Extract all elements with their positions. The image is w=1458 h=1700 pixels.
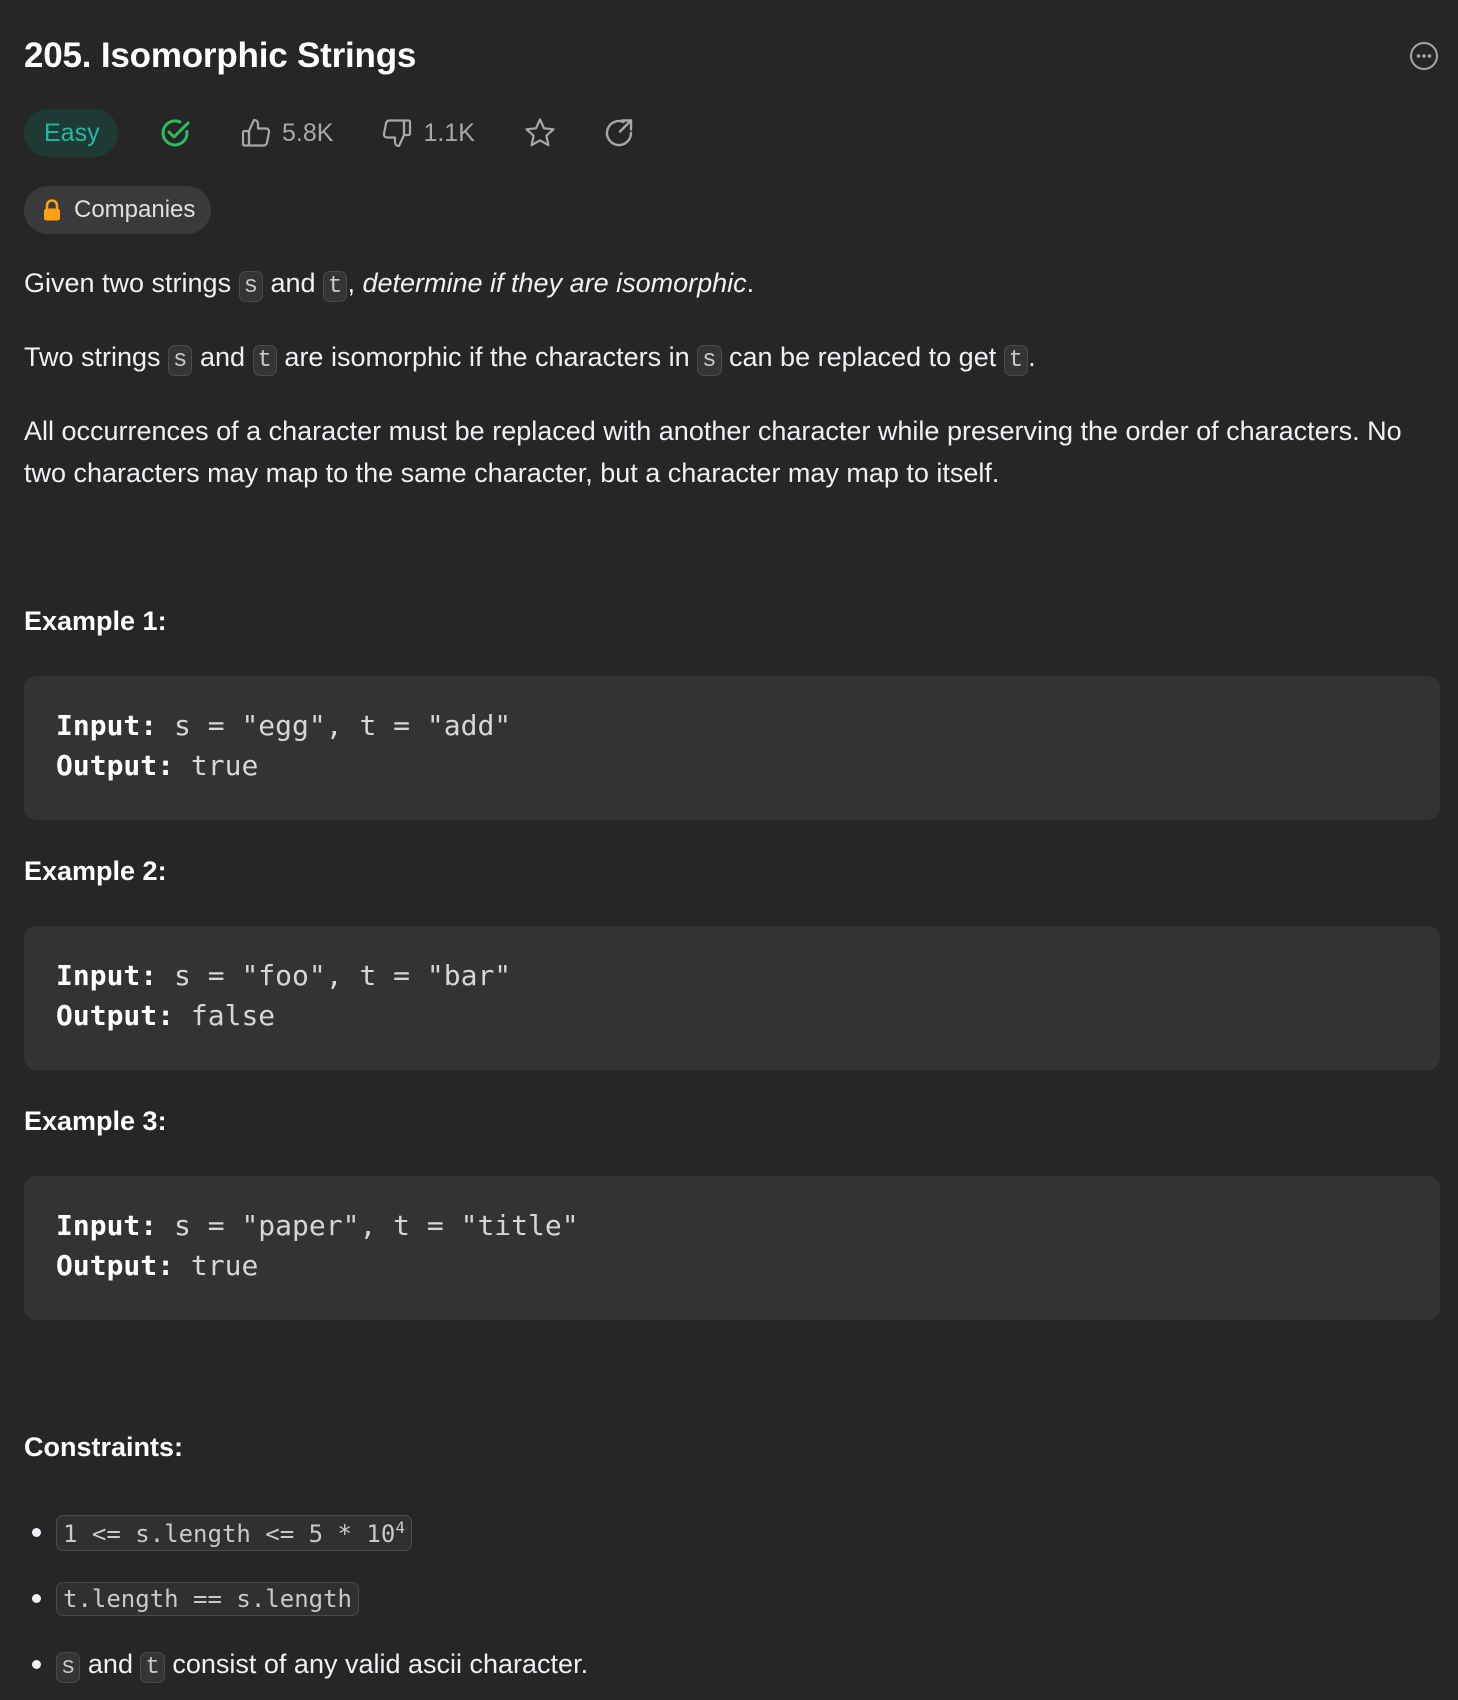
- statement-paragraph-3: All occurrences of a character must be replaced with another character while preserving the order of characters. No two characters may map to the same character, but a character may map to itself.: [24, 416, 1402, 488]
- example-output-line: [56, 1246, 1408, 1286]
- constraint-code-text: 1 <= s.length <= 5 * 10: [63, 1520, 396, 1548]
- solved-indicator[interactable]: [158, 116, 192, 150]
- more-options-button[interactable]: [1408, 40, 1440, 72]
- input-value: s = "foo", t = "bar": [157, 959, 512, 992]
- like-count: 5.8K: [282, 118, 334, 147]
- like-button[interactable]: [240, 117, 333, 149]
- more-icon: [1409, 41, 1439, 71]
- example-output-line: [56, 996, 1408, 1036]
- statement-paragraph-1: [24, 262, 754, 308]
- companies-tag[interactable]: [24, 186, 211, 234]
- constraint-code: [56, 1515, 412, 1551]
- text: can be replaced to get: [721, 342, 1004, 372]
- output-value: false: [174, 999, 276, 1032]
- example-input-line: [56, 956, 1408, 996]
- problem-title[interactable]: 205. Isomorphic Strings: [24, 36, 417, 75]
- dislike-button[interactable]: [381, 117, 474, 149]
- example-output-line: [56, 746, 1408, 786]
- text: Given two strings: [24, 268, 239, 298]
- text: and: [262, 268, 324, 298]
- dislike-count: 1.1K: [423, 118, 475, 147]
- constraint-item: [24, 1566, 588, 1632]
- favorite-button[interactable]: [523, 116, 557, 150]
- example-1-box: [24, 676, 1440, 820]
- share-button[interactable]: [603, 117, 635, 149]
- output-label: Output:: [56, 999, 175, 1032]
- inline-code: s: [239, 271, 263, 302]
- example-2-heading: Example 2:: [24, 856, 167, 886]
- constraint-item: [24, 1500, 588, 1566]
- title-row: [24, 0, 1440, 112]
- input-label: Input:: [56, 709, 158, 742]
- text: .: [746, 268, 755, 298]
- inline-code: t: [1004, 345, 1028, 376]
- meta-row: [24, 109, 635, 157]
- emphasis-text: determine if they are isomorphic: [362, 268, 747, 298]
- example-input-line: [56, 706, 1408, 746]
- text: ,: [347, 268, 363, 298]
- lock-icon: [42, 199, 62, 221]
- example-1-heading: Example 1:: [24, 606, 167, 636]
- inline-code: s: [168, 345, 192, 376]
- input-label: Input:: [56, 1209, 158, 1242]
- example-input-line: [56, 1206, 1408, 1246]
- share-icon: [603, 117, 635, 149]
- text: Two strings: [24, 342, 169, 372]
- text: are isomorphic if the characters in: [276, 342, 698, 372]
- exponent: 4: [395, 1518, 405, 1537]
- inline-code: t: [253, 345, 277, 376]
- output-value: true: [174, 1249, 259, 1282]
- star-icon: [523, 116, 557, 150]
- thumbs-down-icon: [381, 117, 413, 149]
- output-label: Output:: [56, 749, 175, 782]
- constraints-heading: Constraints:: [24, 1432, 184, 1462]
- constraint-code: t.length == s.length: [56, 1582, 359, 1616]
- solved-check-icon: [158, 116, 192, 150]
- inline-code: s: [697, 345, 721, 376]
- input-value: s = "paper", t = "title": [157, 1209, 579, 1242]
- inline-code: t: [140, 1652, 164, 1683]
- constraint-item: [24, 1632, 588, 1698]
- example-2-box: [24, 926, 1440, 1070]
- text: and: [192, 342, 253, 372]
- input-value: s = "egg", t = "add": [157, 709, 512, 742]
- constraint-text: [56, 1649, 588, 1681]
- thumbs-up-icon: [240, 117, 272, 149]
- example-3-heading: Example 3:: [24, 1106, 167, 1136]
- text: .: [1028, 342, 1036, 372]
- constraints-list: [24, 1500, 588, 1698]
- example-3-box: [24, 1176, 1440, 1320]
- output-value: true: [174, 749, 259, 782]
- output-label: Output:: [56, 1249, 175, 1282]
- difficulty-badge: Easy: [24, 109, 118, 157]
- inline-code: t: [323, 271, 347, 302]
- statement-paragraph-2: [24, 336, 1036, 382]
- inline-code: s: [56, 1652, 80, 1683]
- text: consist of any valid ascii character.: [164, 1649, 589, 1679]
- companies-label: Companies: [74, 196, 196, 223]
- input-label: Input:: [56, 959, 158, 992]
- problem-description-panel: [24, 0, 1440, 1681]
- text: and: [80, 1649, 141, 1679]
